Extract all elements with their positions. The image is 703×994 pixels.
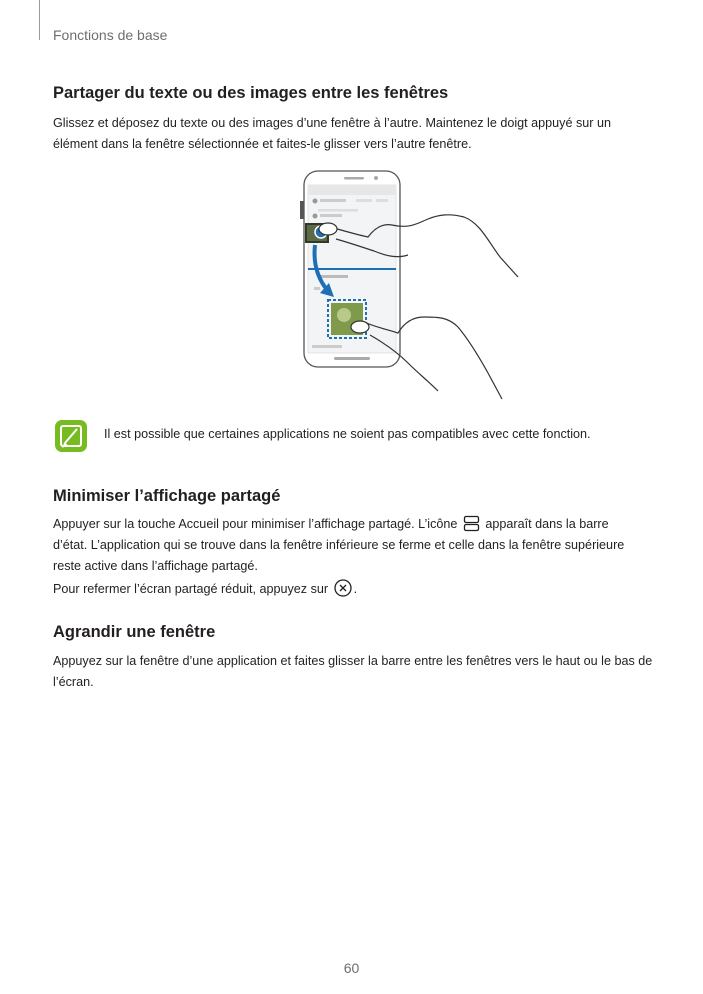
close-paragraph (53, 579, 653, 600)
upper-fingertip (319, 223, 337, 235)
phone-home-key (334, 357, 370, 360)
section-header: Fonctions de base (53, 27, 168, 43)
enlarge-heading: Agrandir une fenêtre (53, 623, 216, 641)
note-text: Il est possible que certaines applications ne soient pas compatibles avec cette fonction. (104, 427, 591, 441)
lower-fingertip (351, 321, 369, 333)
minimize-text-part1: Appuyer sur la touche Accueil pour minimiser l’affichage partagé. L’icône (53, 517, 461, 531)
close-text-part1: Pour refermer l’écran partagé réduit, appuyez sur (53, 582, 332, 596)
status-bar (308, 185, 396, 195)
split-screen-icon (463, 515, 480, 532)
note-icon (54, 419, 88, 453)
phone-camera (374, 176, 378, 180)
row-avatar (313, 199, 318, 204)
phone-speaker (344, 177, 364, 180)
share-heading: Partager du texte ou des images entre les fenêtres (53, 84, 449, 102)
share-paragraph: Glissez et déposez du texte ou des images d’une fenêtre à l’autre. Maintenez le doigt appuyé sur un élément dans la fenêtre sélectionnée et faites-le glisser vers l’autre fenêtre. (53, 116, 611, 151)
row-line (318, 209, 358, 212)
phone-side-key (300, 201, 304, 219)
dropped-image-highlight (337, 308, 351, 322)
row-line (376, 199, 388, 202)
window-divider (308, 268, 396, 270)
row-line (320, 199, 346, 202)
row-avatar (313, 214, 318, 219)
row-line (318, 275, 348, 278)
row-line (314, 287, 320, 290)
minimize-paragraph (53, 514, 628, 577)
drag-drop-illustration (288, 167, 528, 403)
row-line (312, 345, 342, 348)
page-number: 60 (343, 960, 360, 976)
header-rule (39, 0, 40, 40)
row-line (320, 214, 342, 217)
close-icon (334, 579, 352, 597)
row-line (356, 199, 372, 202)
minimize-heading: Minimiser l’affichage partagé (53, 487, 281, 505)
enlarge-paragraph: Appuyez sur la fenêtre d’une application et faites glisser la barre entre les fenêtres vers le haut ou le bas de l’écran. (53, 654, 653, 689)
close-text-part2: . (353, 582, 358, 596)
minimize-text-part2: apparaît dans la barre d’état. L’application qui se trouve dans la fenêtre inférieure se ferme et celle dans la fenêtre supérieure reste active dans l’affichage partagé. (53, 517, 625, 573)
